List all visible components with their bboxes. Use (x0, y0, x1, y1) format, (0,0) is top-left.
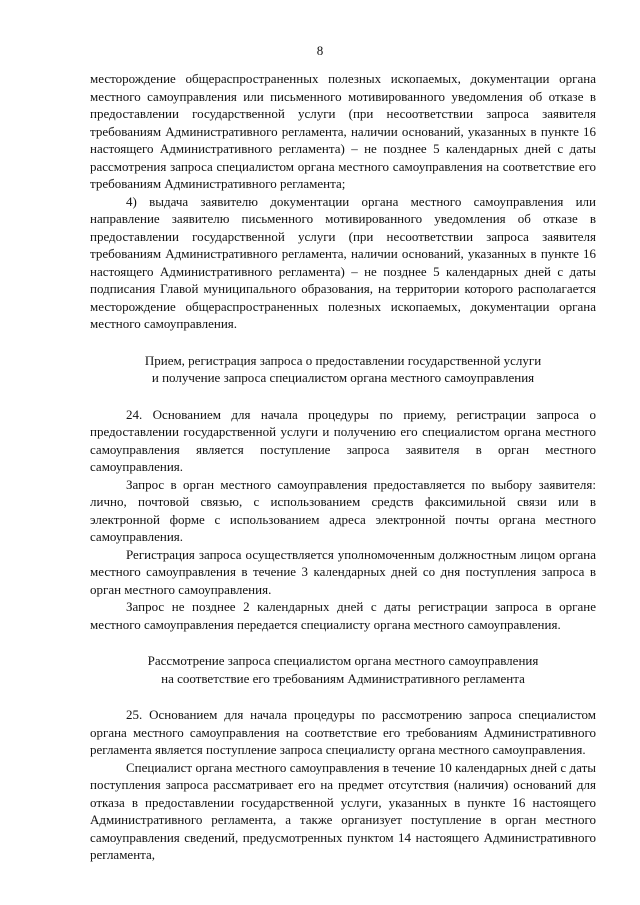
heading-line: на соответствие его требованиям Административного регламента (161, 670, 525, 686)
paragraph-transfer: Запрос не позднее 2 календарных дней с даты регистрации запроса в органе местного самоуправления передается специалисту органа местного самоуправления. (90, 599, 596, 632)
section-heading-review (90, 652, 596, 687)
heading-line: Рассмотрение запроса специалистом органа местного самоуправления (147, 653, 539, 668)
section-heading-reception (90, 352, 596, 387)
paragraph-25: 25. Основанием для начала процедуры по рассмотрению запроса специалистом органа местного самоуправления на соответствие его требованиям Административного регламента является поступление запроса специалисту органа местного самоуправления. (90, 707, 596, 757)
heading-line: и получение запроса специалистом органа местного самоуправления (151, 370, 535, 385)
paragraph-registration: Регистрация запроса осуществляется уполномоченным должностным лицом органа местного самоуправления в течение 3 календарных дней со дня поступления запроса в орган местного самоуправления. (90, 546, 596, 597)
paragraph-request-methods: Запрос в орган местного самоуправления предоставляется по выбору заявителя: лично, почтовой связью, с использованием средств факсимильной связи или в электронной форме с использованием адреса электронной почты органа местного самоуправления. (90, 476, 596, 544)
heading-line: Прием, регистрация запроса о предоставлении государственной услуги (144, 352, 542, 368)
document-body (90, 70, 596, 864)
paragraph-review-period: Специалист органа местного самоуправления в течение 10 календарных дней с даты поступления запроса рассматривает его на предмет отсутствия (наличия) оснований для отказа в предоставлении государственной услуги, указанных в пункте 16 настоящего Административного регламента, а также организует поступление в орган местного самоуправления сведений, предусмотренных пунктом 14 настоящего Административного регламента, (90, 759, 596, 862)
page-number: 8 (316, 43, 324, 58)
paragraph-item-4: 4) выдача заявителю документации органа местного самоуправления или направление заявителю письменного мотивированного уведомления об отказе в предоставлении государственной услуги (при несоответствии запроса заявителя требованиям Административного регламента, наличии оснований, указанных в пункте 16 настоящего Административного регламента) – не позднее 5 календарных дней с даты подписания Главой муниципального образования, на территории которого располагается месторождение общераспространенных полезных ископаемых, документации органа местного самоуправления. (90, 193, 596, 331)
paragraph-24: 24. Основанием для начала процедуры по приему, регистрации запроса о предоставлении государственной услуги и получению его специалистом органа местного самоуправления является поступление запроса заявителя в орган местного самоуправления. (90, 406, 596, 474)
paragraph-continuation: месторождение общераспространенных полезных ископаемых, документации органа местного самоуправления или письменного мотивированного уведомления об отказе в предоставлении государственной услуги (при несоответствии запроса заявителя требованиям Административного регламента, наличии оснований, указанных в пункте 16 настоящего Административного регламента) – не позднее 5 календарных дней с даты рассмотрения запроса специалистом органа местного самоуправления на соответствие его требованиям Административного регламента; (90, 71, 596, 191)
